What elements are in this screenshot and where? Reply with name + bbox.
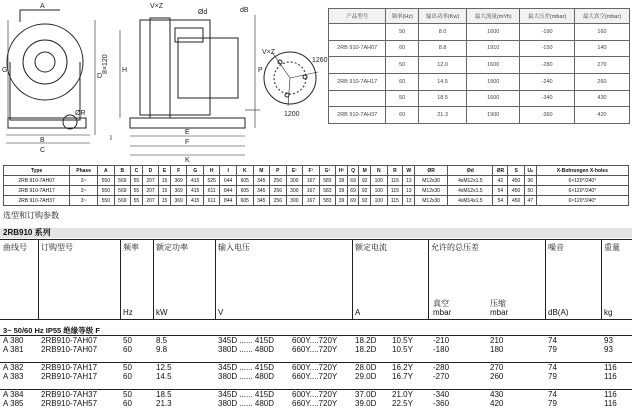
dim-cell: 92 bbox=[359, 186, 371, 196]
perf-cell: 50 bbox=[386, 57, 419, 74]
dim-cell: 256 bbox=[270, 196, 287, 206]
spec-cell-order: 2RB910-7AH07 bbox=[41, 336, 98, 345]
spec-cell-freq: 60 bbox=[123, 372, 132, 381]
spec-cell-freq: 50 bbox=[123, 363, 132, 372]
dim-cell: 2RB 910-7AH07 bbox=[4, 176, 70, 186]
perf-cell: 1600 bbox=[467, 90, 520, 107]
spec-cell-v2: 600Y....720Y bbox=[292, 390, 338, 399]
dim-cell: 450 bbox=[508, 186, 525, 196]
dim-header: P bbox=[270, 166, 287, 176]
dim-cell: 550 bbox=[98, 176, 115, 186]
dim-cell: 167 bbox=[303, 186, 320, 196]
spec-cell-order: 2RB910-7AH17 bbox=[41, 372, 98, 381]
flange-label-1200: 1200 bbox=[284, 111, 300, 118]
dim-cell: 300 bbox=[286, 176, 303, 186]
dim-cell: 569 bbox=[114, 176, 131, 186]
perf-header: 最大真空(mbar) bbox=[575, 9, 630, 24]
dim-cell: 54 bbox=[493, 196, 508, 206]
spec-header-freq: 频率 bbox=[123, 243, 139, 252]
dim-label-i: I bbox=[110, 135, 112, 142]
dim-cell: 69 bbox=[347, 176, 359, 186]
dim-cell: 450 bbox=[508, 176, 525, 186]
dim-header: N bbox=[371, 166, 388, 176]
perf-cell: 2RB 910-7AH07 bbox=[329, 40, 386, 57]
spec-cell-v1: 345D ...... 415D bbox=[218, 363, 275, 372]
spec-cell-v1: 345D ...... 415D bbox=[218, 390, 275, 399]
dim-header: E¹ bbox=[286, 166, 303, 176]
spec-cell-press: 270 bbox=[490, 363, 504, 372]
dim-cell: 100 bbox=[371, 196, 388, 206]
perf-header: 输出功率(Kw) bbox=[418, 9, 466, 24]
dim-cell: 450 bbox=[508, 196, 525, 206]
spec-cell-curve: A 385 bbox=[3, 399, 24, 408]
spec-cell-press: 260 bbox=[490, 372, 504, 381]
dim-cell: 2RB 910-7AH37 bbox=[4, 196, 70, 206]
dim-cell: 4xM12x1.5 bbox=[448, 176, 493, 186]
dim-cell: 256 bbox=[270, 186, 287, 196]
dim-cell: 550 bbox=[98, 196, 115, 206]
spec-cell-freq: 60 bbox=[123, 399, 132, 408]
dim-cell: 47 bbox=[524, 196, 536, 206]
flange-label-vz: V×Z bbox=[262, 49, 276, 56]
unit-a: A bbox=[355, 308, 361, 317]
perf-row bbox=[329, 40, 630, 57]
dim-cell: 415 bbox=[187, 186, 204, 196]
dim-cell: 6×120°/240° bbox=[536, 186, 628, 196]
spec-cell-curve: A 384 bbox=[3, 390, 24, 399]
perf-cell: 1910 bbox=[467, 40, 520, 57]
spec-col-divider bbox=[215, 239, 216, 319]
dim-cell: 39 bbox=[336, 196, 348, 206]
perf-cell: 1900 bbox=[467, 73, 520, 90]
dim-cell: 15 bbox=[159, 196, 171, 206]
spec-header-curve: 曲线号 bbox=[3, 243, 27, 252]
spec-cell-i2: 10.5Y bbox=[392, 345, 413, 354]
dim-header: C bbox=[131, 166, 143, 176]
spec-cell-order: 2RB910-7AH37 bbox=[41, 390, 98, 399]
dim-header: D bbox=[142, 166, 159, 176]
dim-header: S bbox=[508, 166, 525, 176]
spec-cell-vac: -340 bbox=[433, 390, 450, 399]
blower-housing-front bbox=[7, 24, 83, 100]
spec-col-divider bbox=[601, 239, 602, 319]
perf-cell: 8.8 bbox=[418, 40, 466, 57]
perf-cell: 430 bbox=[575, 90, 630, 107]
dim-cell: 6×120°/240° bbox=[536, 176, 628, 186]
spec-cell-curve: A 383 bbox=[3, 372, 24, 381]
dim-cell: 4xM12x1.5 bbox=[448, 186, 493, 196]
perf-header: 产品型号 bbox=[329, 9, 386, 24]
spec-cell-i1: 28.0D bbox=[355, 363, 377, 372]
dim-header: F¹ bbox=[303, 166, 320, 176]
performance-table bbox=[328, 8, 630, 124]
spec-cell-order: 2RB910-7AH57 bbox=[41, 399, 98, 408]
perf-cell: 260 bbox=[575, 73, 630, 90]
perf-cell: 12.0 bbox=[418, 57, 466, 74]
dim-cell: 55 bbox=[131, 186, 143, 196]
dim-cell: 844 bbox=[220, 186, 237, 196]
dim-cell: 207 bbox=[142, 176, 159, 186]
dim-cell: 6×120°/240° bbox=[536, 196, 628, 206]
spec-cell-i1: 18.2D bbox=[355, 345, 377, 354]
spec-cell-db: 79 bbox=[548, 345, 557, 354]
dim-header: A bbox=[98, 166, 115, 176]
spec-cell-v1: 380D ...... 480D bbox=[218, 372, 275, 381]
dim-cell: 100 bbox=[371, 186, 388, 196]
dim-label-g: G bbox=[2, 67, 8, 74]
dim-cell: 369 bbox=[170, 196, 187, 206]
perf-cell: 1900 bbox=[467, 107, 520, 124]
pressure-label: 压缩 bbox=[490, 299, 506, 308]
pressure-unit: mbar bbox=[490, 308, 509, 317]
spec-cell-i1: 39.0D bbox=[355, 399, 377, 408]
spec-cell-i2: 10.5Y bbox=[392, 336, 413, 345]
dim-cell: M12x30 bbox=[415, 196, 448, 206]
spec-cell-v1: 380D ...... 480D bbox=[218, 399, 275, 408]
dim-header: Type bbox=[4, 166, 70, 176]
dim-header: B bbox=[114, 166, 131, 176]
perf-cell: -340 bbox=[520, 90, 575, 107]
dim-label-vz: V×Z bbox=[150, 3, 164, 10]
spec-cell-i2: 16.2Y bbox=[392, 363, 413, 372]
perf-header: 最大压差(mbar) bbox=[520, 9, 575, 24]
spec-col-divider bbox=[120, 239, 121, 319]
spec-cell-power: 18.5 bbox=[156, 390, 172, 399]
spec-cell-vac: -210 bbox=[433, 336, 450, 345]
dim-cell: 583 bbox=[319, 196, 336, 206]
dim-cell: 583 bbox=[319, 186, 336, 196]
dim-header: M bbox=[359, 166, 371, 176]
dim-header: Ød bbox=[448, 166, 493, 176]
spec-cell-vac: -360 bbox=[433, 399, 450, 408]
dim-cell: 345 bbox=[253, 196, 270, 206]
vacuum-label: 真空 bbox=[433, 299, 449, 308]
spec-rule-top bbox=[0, 239, 632, 240]
dim-label-e: E bbox=[185, 129, 190, 136]
dim-cell: 69 bbox=[347, 196, 359, 206]
spec-col-divider bbox=[545, 239, 546, 319]
dim-cell: 167 bbox=[303, 196, 320, 206]
perf-cell: 60 bbox=[386, 73, 419, 90]
dim-label-b: B bbox=[40, 137, 45, 144]
perf-cell: 1600 bbox=[467, 57, 520, 74]
spec-cell-db: 79 bbox=[548, 372, 557, 381]
perf-cell: -280 bbox=[520, 57, 575, 74]
spec-header-order: 订购型号 bbox=[41, 243, 73, 252]
dim-header: ØR bbox=[415, 166, 448, 176]
dim-header: M bbox=[253, 166, 270, 176]
dim-header: F bbox=[170, 166, 187, 176]
spec-cell-kg: 116 bbox=[604, 390, 617, 399]
perf-cell: -190 bbox=[520, 24, 575, 41]
spec-cell-db: 74 bbox=[548, 390, 557, 399]
dim-cell: 611 bbox=[203, 186, 220, 196]
dim-cell: 39 bbox=[336, 186, 348, 196]
group-label: 3~ 50/60 Hz IP55 绝缘等级 F bbox=[3, 326, 100, 335]
dim-cell: 42 bbox=[493, 176, 508, 186]
spec-cell-i2: 21.0Y bbox=[392, 390, 413, 399]
spec-cell-db: 74 bbox=[548, 363, 557, 372]
dim-cell: M12x30 bbox=[415, 186, 448, 196]
dim-cell: 369 bbox=[170, 176, 187, 186]
dim-cell: 3~ bbox=[70, 176, 98, 186]
spec-cell-i1: 29.0D bbox=[355, 372, 377, 381]
dim-cell: 611 bbox=[203, 196, 220, 206]
perf-header-row bbox=[329, 9, 630, 24]
spec-cell-power: 9.8 bbox=[156, 345, 168, 354]
dim-cell: 415 bbox=[187, 196, 204, 206]
dim-cell: 55 bbox=[131, 196, 143, 206]
spec-cell-freq: 50 bbox=[123, 390, 132, 399]
dim-cell: 550 bbox=[98, 186, 115, 196]
perf-cell: 2RB 910-7AH37 bbox=[329, 107, 386, 124]
spec-col-divider bbox=[153, 239, 154, 319]
dim-cell: 15 bbox=[159, 176, 171, 186]
spec-cell-i2: 16.7Y bbox=[392, 372, 413, 381]
spec-cell-press: 430 bbox=[490, 390, 504, 399]
spec-cell-v1: 345D ...... 415D bbox=[218, 336, 275, 345]
dim-cell: 569 bbox=[114, 196, 131, 206]
dim-cell: 13 bbox=[403, 196, 415, 206]
dim-cell: 605 bbox=[236, 186, 253, 196]
spec-cell-kg: 116 bbox=[604, 399, 617, 408]
perf-cell: 140 bbox=[575, 40, 630, 57]
spec-cell-v1: 380D ...... 480D bbox=[218, 345, 275, 354]
spec-cell-vac: -180 bbox=[433, 345, 450, 354]
unit-db: dB(A) bbox=[548, 308, 569, 317]
spec-cell-db: 79 bbox=[548, 399, 557, 408]
dim-header: H bbox=[203, 166, 220, 176]
dim-cell: 300 bbox=[286, 186, 303, 196]
unit-kg: kg bbox=[604, 308, 613, 317]
spec-cell-press: 420 bbox=[490, 399, 504, 408]
dim-cell: 345 bbox=[253, 176, 270, 186]
dim-cell: 39 bbox=[336, 176, 348, 186]
dim-header: Uₕ bbox=[524, 166, 536, 176]
spec-cell-power: 21.3 bbox=[156, 399, 172, 408]
perf-cell: 2RB 910-7AH17 bbox=[329, 73, 386, 90]
dim-label-a: A bbox=[40, 3, 45, 10]
dim-cell: 92 bbox=[359, 176, 371, 186]
perf-header: 频率(Hz) bbox=[386, 9, 419, 24]
dim-cell: 167 bbox=[303, 176, 320, 186]
series-title: 2RB910 系列 bbox=[0, 228, 632, 238]
spec-cell-i1: 37.0D bbox=[355, 390, 377, 399]
dim-header: Phase bbox=[70, 166, 98, 176]
dim-label-dB: dB bbox=[240, 7, 249, 14]
dim-cell: 13 bbox=[403, 176, 415, 186]
dim-cell: 300 bbox=[286, 196, 303, 206]
dim-cell: 55 bbox=[131, 176, 143, 186]
dim-header: E bbox=[159, 166, 171, 176]
dim-label-p: P bbox=[258, 67, 263, 74]
spec-col-divider bbox=[352, 239, 353, 319]
dim-cell: 605 bbox=[236, 196, 253, 206]
perf-cell: 50 bbox=[386, 24, 419, 41]
dim-cell: 13 bbox=[403, 186, 415, 196]
perf-cell: 8.0 bbox=[418, 24, 466, 41]
dim-cell: 207 bbox=[142, 196, 159, 206]
spec-cell-kg: 93 bbox=[604, 345, 613, 354]
dim-cell: 54 bbox=[493, 186, 508, 196]
dim-cell: 844 bbox=[220, 196, 237, 206]
dim-header: Q bbox=[347, 166, 359, 176]
perf-cell bbox=[329, 24, 386, 41]
dim-cell: 3~ bbox=[70, 186, 98, 196]
spec-cell-power: 12.5 bbox=[156, 363, 172, 372]
perf-cell: 160 bbox=[575, 24, 630, 41]
flange-label-1260: 1260 bbox=[312, 57, 328, 64]
perf-cell: 1600 bbox=[467, 24, 520, 41]
perf-cell bbox=[329, 57, 386, 74]
spec-cell-kg: 116 bbox=[604, 363, 617, 372]
spec-header-diff: 允许的总压差 bbox=[431, 243, 479, 252]
dim-label-r: ØR bbox=[75, 110, 86, 117]
spec-cell-press: 180 bbox=[490, 345, 504, 354]
dim-label-4m: 8×120 bbox=[102, 54, 109, 74]
dim-cell: 92 bbox=[359, 196, 371, 206]
perf-cell: 14.5 bbox=[418, 73, 466, 90]
perf-cell: 50 bbox=[386, 90, 419, 107]
spec-rule-header bbox=[0, 319, 632, 320]
dim-cell: 583 bbox=[319, 176, 336, 186]
dim-cell: 115 bbox=[387, 186, 403, 196]
dim-header: K bbox=[236, 166, 253, 176]
dim-header: X-Bohrungen X-holes bbox=[536, 166, 628, 176]
dim-header-row bbox=[4, 166, 629, 176]
perf-row bbox=[329, 57, 630, 74]
perf-cell: -150 bbox=[520, 40, 575, 57]
perf-cell: 420 bbox=[575, 107, 630, 124]
perf-row bbox=[329, 90, 630, 107]
spec-cell-v2: 660Y....720Y bbox=[292, 345, 338, 354]
dim-cell: 3~ bbox=[70, 196, 98, 206]
perf-cell bbox=[329, 90, 386, 107]
spec-cell-power: 14.5 bbox=[156, 372, 172, 381]
spec-col-divider bbox=[38, 239, 39, 319]
dim-cell: 525 bbox=[203, 176, 220, 186]
dim-cell: 115 bbox=[387, 196, 403, 206]
dim-cell: 4xM14x1.5 bbox=[448, 196, 493, 206]
perf-row bbox=[329, 107, 630, 124]
spec-cell-vac: -280 bbox=[433, 363, 450, 372]
dim-cell: 569 bbox=[114, 186, 131, 196]
dim-cell: 415 bbox=[187, 176, 204, 186]
dim-cell: 2RB 910-7AH17 bbox=[4, 186, 70, 196]
dim-label-ds: Ød bbox=[198, 9, 208, 16]
dim-header: G¹ bbox=[319, 166, 336, 176]
spec-cell-order: 2RB910-7AH17 bbox=[41, 363, 98, 372]
dim-cell: 115 bbox=[387, 176, 403, 186]
dim-cell: 207 bbox=[142, 186, 159, 196]
spec-row-divider bbox=[0, 362, 632, 363]
dim-header: G bbox=[187, 166, 204, 176]
perf-cell: 21.3 bbox=[418, 107, 466, 124]
spec-cell-curve: A 381 bbox=[3, 345, 24, 354]
dimension-table bbox=[3, 165, 629, 206]
vacuum-unit: mbar bbox=[433, 308, 452, 317]
unit-hz: Hz bbox=[123, 308, 133, 317]
dim-label-f: F bbox=[185, 139, 190, 146]
spec-header-weight: 重量 bbox=[604, 243, 620, 252]
spec-row-divider bbox=[0, 389, 632, 390]
spec-cell-vac: -270 bbox=[433, 372, 450, 381]
perf-row bbox=[329, 73, 630, 90]
dim-cell: 100 bbox=[371, 176, 388, 186]
spec-cell-press: 210 bbox=[490, 336, 504, 345]
spec-cell-curve: A 382 bbox=[3, 363, 24, 372]
perf-row bbox=[329, 24, 630, 41]
spec-cell-kg: 93 bbox=[604, 336, 613, 345]
spec-header-power: 额定功率 bbox=[156, 243, 188, 252]
spec-cell-v2: 600Y....720Y bbox=[292, 336, 338, 345]
spec-cell-order: 2RB910-7AH07 bbox=[41, 345, 98, 354]
spec-cell-power: 8.5 bbox=[156, 336, 168, 345]
spec-cell-i1: 18.2D bbox=[355, 336, 377, 345]
spec-cell-curve: A 380 bbox=[3, 336, 24, 345]
dim-header: W bbox=[403, 166, 415, 176]
dim-label-c: C bbox=[40, 147, 46, 154]
dim-row bbox=[4, 186, 629, 196]
unit-v: V bbox=[218, 308, 224, 317]
dim-cell: 345 bbox=[253, 186, 270, 196]
dim-label-h: H bbox=[122, 67, 128, 74]
spec-header-current: 额定电流 bbox=[355, 243, 387, 252]
spec-cell-i2: 22.5Y bbox=[392, 399, 413, 408]
unit-kw: kW bbox=[156, 308, 168, 317]
spec-cell-v2: 660Y....720Y bbox=[292, 372, 338, 381]
spec-col-divider bbox=[428, 239, 429, 319]
dim-header: H¹ bbox=[336, 166, 348, 176]
spec-cell-v2: 600Y....720Y bbox=[292, 363, 338, 372]
perf-cell: 60 bbox=[386, 107, 419, 124]
dim-cell: 50 bbox=[524, 186, 536, 196]
perf-cell: -360 bbox=[520, 107, 575, 124]
dim-cell: 644 bbox=[220, 176, 237, 186]
dim-cell: 36 bbox=[524, 176, 536, 186]
perf-cell: 270 bbox=[575, 57, 630, 74]
spec-cell-kg: 116 bbox=[604, 372, 617, 381]
spec-cell-db: 74 bbox=[548, 336, 557, 345]
perf-cell: 60 bbox=[386, 40, 419, 57]
dim-label-k: K bbox=[185, 157, 190, 162]
dim-cell: 605 bbox=[236, 176, 253, 186]
dim-cell: M12x30 bbox=[415, 176, 448, 186]
dim-header: ØR bbox=[493, 166, 508, 176]
section-title: 选型和订购参数 bbox=[3, 211, 59, 220]
dim-cell: 369 bbox=[170, 186, 187, 196]
dim-header: R bbox=[387, 166, 403, 176]
perf-cell: 18.5 bbox=[418, 90, 466, 107]
spec-cell-v2: 660Y....720Y bbox=[292, 399, 338, 408]
perf-header: 最大流量(m³/h) bbox=[467, 9, 520, 24]
dim-cell: 69 bbox=[347, 186, 359, 196]
spec-cell-freq: 50 bbox=[123, 336, 132, 345]
dim-row bbox=[4, 196, 629, 206]
spec-cell-freq: 60 bbox=[123, 345, 132, 354]
spec-header-voltage: 输入电压 bbox=[218, 243, 250, 252]
dim-header: I bbox=[220, 166, 237, 176]
spec-header-noise: 噪音 bbox=[548, 243, 564, 252]
perf-cell: -240 bbox=[520, 73, 575, 90]
spec-row-divider bbox=[0, 335, 632, 336]
dim-cell: 256 bbox=[270, 176, 287, 186]
dim-row bbox=[4, 176, 629, 186]
dim-label-d: D bbox=[97, 73, 103, 80]
dim-cell: 15 bbox=[159, 186, 171, 196]
